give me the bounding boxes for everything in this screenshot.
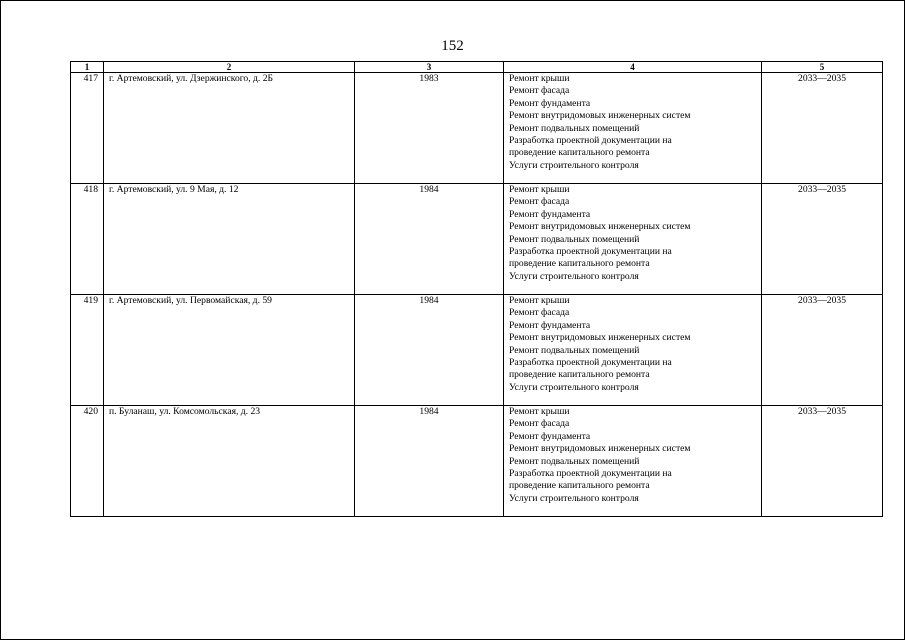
work-item: проведение капитального ремонта — [509, 258, 650, 270]
row-number-cell: 418 — [71, 184, 104, 295]
period-cell: 2033—2035 — [762, 73, 883, 184]
work-item: Ремонт внутридомовых инженерных систем — [509, 110, 691, 122]
work-item: Ремонт внутридомовых инженерных систем — [509, 332, 691, 344]
table-header-row — [71, 62, 883, 73]
work-item: Ремонт крыши — [509, 184, 570, 195]
page-number: 152 — [441, 38, 464, 54]
works-cell — [504, 184, 762, 295]
period-cell: 2033—2035 — [762, 406, 883, 517]
work-item: Разработка проектной документации на — [509, 135, 672, 147]
work-item: Ремонт крыши — [509, 73, 570, 84]
work-item: Услуги строительного контроля — [509, 270, 639, 282]
column-header: 5 — [762, 62, 883, 73]
work-item: Ремонт подвальных помещений — [509, 122, 640, 134]
work-item: проведение капитального ремонта — [509, 480, 650, 492]
column-header: 1 — [71, 62, 104, 73]
row-number-cell: 419 — [71, 295, 104, 406]
work-item: Ремонт фундамента — [509, 319, 591, 331]
work-item: Услуги строительного контроля — [509, 159, 639, 171]
work-item: Ремонт внутридомовых инженерных систем — [509, 443, 691, 455]
year-cell: 1983 — [355, 73, 504, 184]
work-item: Ремонт фасада — [509, 418, 570, 430]
work-item: Ремонт фасада — [509, 85, 570, 97]
address-cell: г. Артемовский, ул. Дзержинского, д. 2Б — [104, 73, 355, 184]
row-number-cell: 417 — [71, 73, 104, 184]
work-item: Разработка проектной документации на — [509, 246, 672, 258]
work-item: Услуги строительного контроля — [509, 492, 639, 504]
address-cell: п. Буланаш, ул. Комсомольская, д. 23 — [104, 406, 355, 517]
period-cell: 2033—2035 — [762, 295, 883, 406]
year-cell: 1984 — [355, 184, 504, 295]
work-item: Услуги строительного контроля — [509, 381, 639, 393]
capital-repair-table — [70, 61, 883, 517]
work-item: Ремонт фундамента — [509, 208, 591, 220]
works-cell — [504, 73, 762, 184]
work-item: Ремонт внутридомовых инженерных систем — [509, 221, 691, 233]
work-item: Ремонт крыши — [509, 295, 570, 306]
year-cell: 1984 — [355, 295, 504, 406]
work-item: проведение капитального ремонта — [509, 147, 650, 159]
work-item: Разработка проектной документации на — [509, 468, 672, 480]
work-item: Ремонт крыши — [509, 406, 570, 417]
column-header: 4 — [504, 62, 762, 73]
address-cell: г. Артемовский, ул. 9 Мая, д. 12 — [104, 184, 355, 295]
work-item: Ремонт фундамента — [509, 97, 591, 109]
period-cell: 2033—2035 — [762, 184, 883, 295]
row-number-cell: 420 — [71, 406, 104, 517]
column-header: 2 — [104, 62, 355, 73]
address-cell: г. Артемовский, ул. Первомайская, д. 59 — [104, 295, 355, 406]
works-cell — [504, 406, 762, 517]
table-row — [71, 73, 883, 184]
table-body — [71, 73, 883, 517]
table-row — [71, 406, 883, 517]
year-cell: 1984 — [355, 406, 504, 517]
table-row — [71, 295, 883, 406]
work-item: Ремонт подвальных помещений — [509, 233, 640, 245]
work-item: Ремонт фундамента — [509, 430, 591, 442]
work-item: Разработка проектной документации на — [509, 357, 672, 369]
work-item: проведение капитального ремонта — [509, 369, 650, 381]
column-header: 3 — [355, 62, 504, 73]
works-cell — [504, 295, 762, 406]
work-item: Ремонт подвальных помещений — [509, 455, 640, 467]
table-row — [71, 184, 883, 295]
work-item: Ремонт фасада — [509, 307, 570, 319]
work-item: Ремонт подвальных помещений — [509, 344, 640, 356]
work-item: Ремонт фасада — [509, 196, 570, 208]
